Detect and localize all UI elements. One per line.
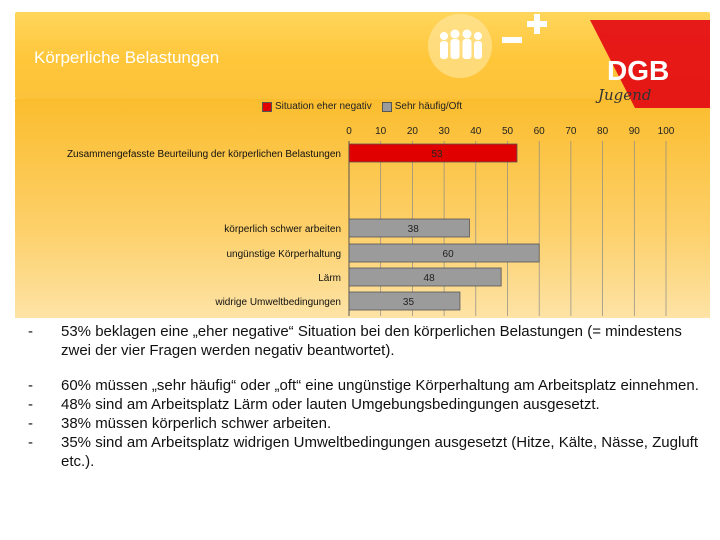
x-tick-label: 50	[501, 126, 514, 137]
dgb-wordmark: DGB	[607, 55, 670, 86]
legend-label-negative: Situation eher negativ	[275, 101, 372, 112]
slide-title: Körperliche Belastungen	[34, 48, 220, 67]
bullet-text: 38% müssen körperlich schwer arbeiten.	[61, 415, 332, 432]
category-label: körperlich schwer arbeiten	[224, 224, 341, 235]
bullet-item	[28, 376, 708, 395]
bullet-dash: -	[28, 415, 33, 432]
x-tick-label: 80	[597, 126, 609, 137]
bullet-dash: -	[28, 323, 33, 340]
bullet-item	[28, 395, 708, 414]
bullet-text: 60% müssen „sehr häufig“ oder „oft“ eine ungünstige Körperhaltung am Arbeitsplatz einnehmen.	[61, 377, 699, 394]
data-label: 60	[442, 249, 454, 260]
bullet-text: 48% sind am Arbeitsplatz Lärm oder lauten Umgebungsbedingungen ausgesetzt.	[61, 396, 600, 413]
category-label: Zusammengefasste Beurteilung der körperlichen Belastungen	[66, 149, 341, 160]
x-tick-label: 10	[375, 126, 387, 137]
x-tick-label: 30	[438, 126, 450, 137]
x-tick-label: 20	[406, 126, 418, 137]
bullet-dash: -	[28, 377, 33, 394]
bullet-dash: -	[28, 396, 33, 413]
bullet-text: 53% beklagen eine „eher negative“ Situation bei den körperlichen Belastungen (= mindestens zwei der vier Fragen werden negativ beantwortet).	[61, 323, 682, 359]
category-label: Lärm	[318, 273, 341, 284]
x-tick-label: 40	[470, 126, 482, 137]
category-label: widrige Umweltbedingungen	[215, 297, 341, 308]
x-tick-label: 70	[565, 126, 577, 137]
bullet-item	[28, 433, 708, 471]
bullet-item	[28, 414, 708, 433]
bullet-text: 35% sind am Arbeitsplatz widrigen Umweltbedingungen ausgesetzt (Hitze, Kälte, Nässe, Zugluft etc.).	[61, 434, 698, 470]
x-tick-label: 0	[346, 126, 352, 137]
x-tick-label: 100	[657, 126, 675, 137]
x-tick-label: 60	[533, 126, 545, 137]
data-label: 48	[423, 273, 435, 284]
bullet-dash: -	[28, 434, 33, 451]
data-label: 35	[402, 297, 415, 308]
bullet-item	[28, 322, 708, 360]
category-label: ungünstige Körperhaltung	[226, 249, 341, 260]
data-label: 38	[407, 224, 419, 235]
x-tick-label: 90	[628, 126, 640, 137]
legend-label-often: Sehr häufig/Oft	[394, 101, 462, 112]
bullet-list	[28, 322, 708, 471]
data-label: 53	[431, 149, 443, 160]
jugend-wordmark: Jugend	[598, 86, 652, 104]
